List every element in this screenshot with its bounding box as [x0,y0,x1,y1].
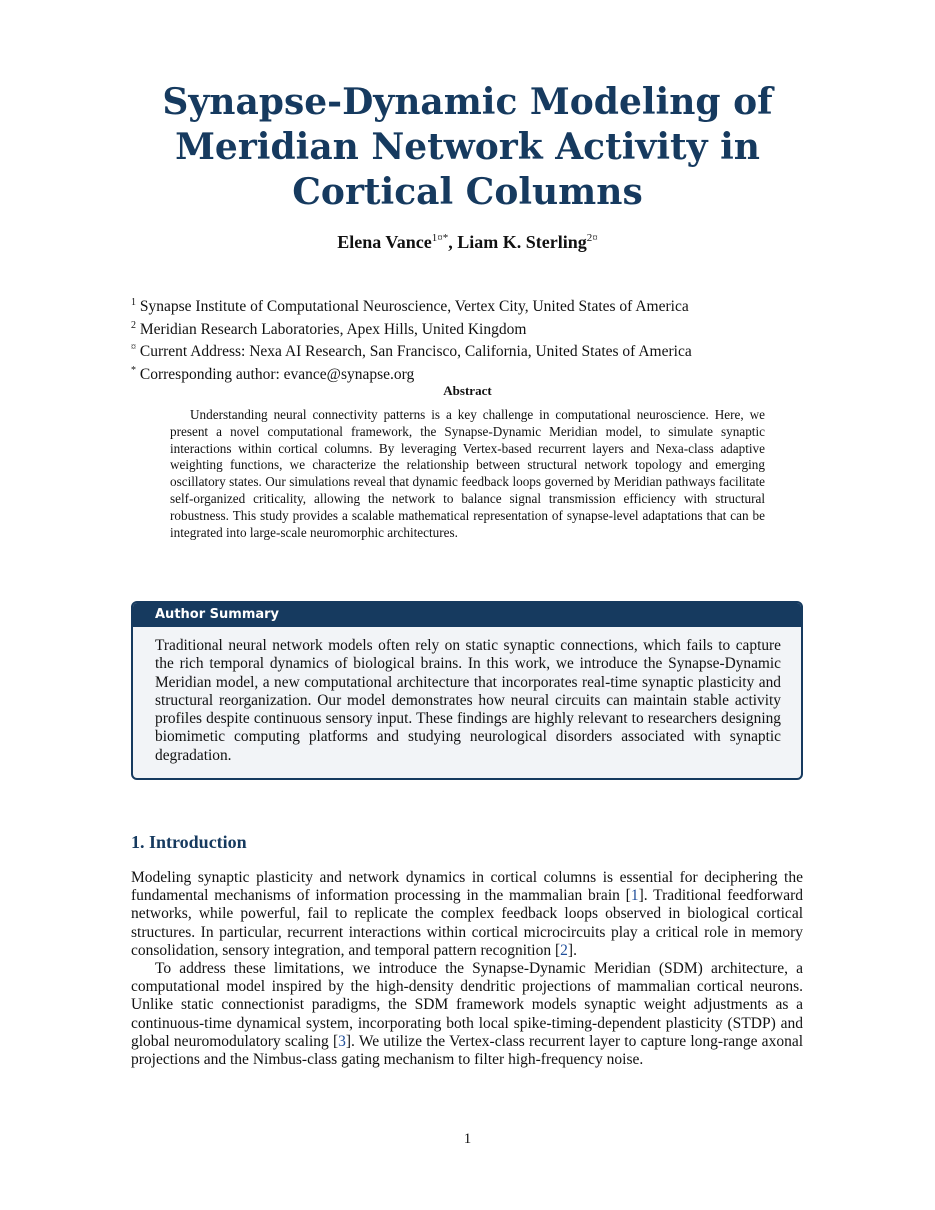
affiliation-item [131,339,811,362]
citation-link[interactable]: 3 [338,1032,346,1050]
affiliation-text: Current Address: Nexa AI Research, San Francisco, California, United States of America [139,343,692,361]
affiliation-item [131,317,811,340]
affiliation-mark: ¤ [131,342,136,354]
author-name: Liam K. Sterling [457,232,587,252]
paragraph-text: ]. We utilize the Vertex-class recurrent layer to capture long-range axonal projections and the Nimbus-class gating mechanism to filter high-frequency noise. [131,1032,803,1069]
affiliation-mark: * [131,364,136,376]
introduction-paragraph [131,960,803,1069]
author-summary-text: Traditional neural network models often rely on static synaptic connections, which fails to capture the rich temporal dynamics of biological brains. In this work, we introduce the Synapse-Dynamic Meridian model, a new computational architecture that incorporates real-time synaptic plasticity and structural reorganization. Our model demonstrates how neural circuits can maintain stable activity profiles despite continuous sensory input. These findings are highly relevant to researchers designing biomimetic computing platforms and studying neurological disorders associated with synaptic degradation. [155,637,781,764]
page-number: 1 [463,1131,472,1147]
paper-title: Synapse-Dynamic Modeling of Meridian Network Activity in Cortical Columns [162,81,773,213]
author-marks: 1¤* [431,232,449,244]
paragraph-text: Modeling synaptic plasticity and network dynamics in cortical columns is essential for deciphering the fundamental mechanisms of information processing in the mammalian brain [ [131,869,803,905]
citation-link[interactable]: 1 [630,887,639,905]
affiliations [131,294,811,385]
introduction-paragraph [131,869,803,960]
abstract-heading: Abstract [443,383,492,398]
affiliation-text: Synapse Institute of Computational Neuroscience, Vertex City, United States of America [139,298,689,316]
author-summary-heading: Author Summary [133,603,801,627]
paragraph-text: ]. Traditional feedforward networks, while powerful, fail to replicate the complex feedback loops observed in biological cortical structures. In particular, recurrent interactions within cortical microcircuits play a critical role in memory consolidation, sensory integration, and temporal pattern recognition [ [131,887,803,959]
affiliation-item [131,294,811,317]
affiliation-item [131,362,811,385]
affiliation-text: Corresponding author: evance@synapse.org [139,366,415,384]
abstract-text: Understanding neural connectivity patterns is a key challenge in computational neuroscience. Here, we present a novel computational framework, the Synapse-Dynamic Meridian model, to simulate synaptic interactions within cortical columns. By leveraging Vertex-based recurrent layers and Nexa-class adaptive weighting functions, we characterize the relationship between structural network topology and emerging oscillatory states. Our simulations reveal that dynamic feedback loops governed by Meridian pathways facilitate self-organized criticality, allowing the network to balance signal transmission efficiency with structural robustness. This study provides a scalable mathematical representation of synapse-level adaptations that can be integrated into large-scale neuromorphic architectures. [170,407,765,540]
citation-link[interactable]: 2 [560,941,568,959]
affiliation-mark: 2 [131,319,136,331]
author-summary-box [131,601,803,780]
paragraph-text: To address these limitations, we introduce the Synapse-Dynamic Meridian (SDM) architecture, a computational model inspired by the high-density dendritic projections of mammalian cortical neurons. Unlike static connectionist paradigms, the SDM framework models synaptic weight adjustments as a continuous-time dynamical system, incorporating both local spike-timing-dependent plasticity (STDP) and global neuromodulatory scaling [ [131,960,803,1050]
author-separator: , [448,232,458,252]
author-list [120,232,815,253]
affiliation-mark: 1 [131,297,136,308]
paragraph-text: ]. [567,941,577,959]
author-marks: 2¤ [586,232,598,244]
affiliation-text: Meridian Research Laboratories, Apex Hills, United Kingdom [139,320,527,338]
author-name: Elena Vance [337,232,432,252]
section-heading-introduction: 1. Introduction [131,832,247,852]
